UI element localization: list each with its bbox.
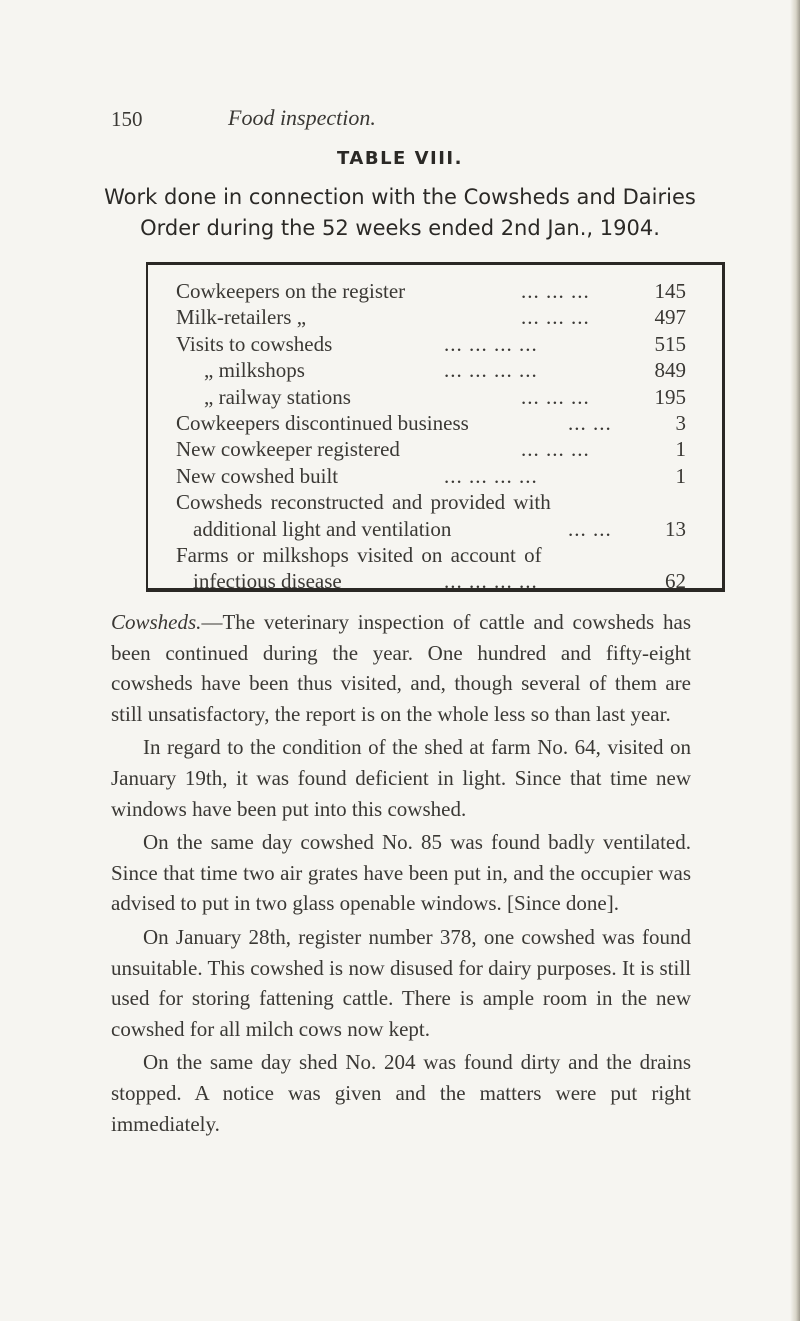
row-label: Cowkeepers on the register xyxy=(176,279,406,303)
row-value: 13 xyxy=(665,516,686,541)
row-value: 62 xyxy=(665,569,686,594)
paragraph: On January 28th, register number 378, one cowshed was found unsuitable. This cowshed is now disused for dairy purposes. It is still used for storing fattening cattle. There is ample room in the new cowshed for all milch cows now kept. xyxy=(111,924,691,1041)
running-head: Food inspection. xyxy=(228,105,376,130)
body-text xyxy=(111,607,691,1142)
table-row xyxy=(176,437,686,462)
row-value: 3 xyxy=(675,411,686,435)
row-value: 849 xyxy=(654,358,686,383)
section-heading: Cowsheds. xyxy=(111,610,202,634)
row-leader-dots: ... ... ... ... xyxy=(444,569,538,594)
table-caption xyxy=(0,182,800,244)
row-label: additional light and ventilation xyxy=(193,516,452,541)
paragraph: In regard to the condition of the shed at farm No. 64, visited on January 19th, it was found deficient in light. Since that time new windows have been put into this cowshed. xyxy=(111,735,691,821)
row-value: 1 xyxy=(675,463,686,488)
row-leader-dots: ... ... ... xyxy=(521,305,590,330)
table-row xyxy=(176,490,686,515)
table-caption-line-2: Order during the 52 weeks ended 2nd Jan., 1904. xyxy=(140,216,660,240)
row-leader-dots: ... ... xyxy=(568,516,612,541)
paragraph-cowsheds xyxy=(111,607,691,729)
row-leader-dots: ... ... ... ... xyxy=(444,463,538,488)
table-row xyxy=(176,279,686,304)
table-label: TABLE VIII. xyxy=(337,148,463,169)
table-caption-line-1: Work done in connection with the Cowsheds and Dairies xyxy=(104,185,696,209)
row-label: „ milkshops xyxy=(204,358,305,383)
table-row xyxy=(176,385,686,410)
row-value: 195 xyxy=(654,384,686,409)
summary-table xyxy=(146,262,725,592)
row-leader-dots: ... ... ... xyxy=(521,437,590,462)
paragraph: On the same day cowshed No. 85 was found badly ventilated. Since that time two air grates have been put in, and the occupier was advised to put in two glass openable windows. [Since done]. xyxy=(111,830,691,916)
paragraph: On the same day shed No. 204 was found dirty and the drains stopped. A notice was given and the matters were put right immediately. xyxy=(111,1050,691,1136)
table-row xyxy=(176,543,686,568)
row-label: Visits to cowsheds xyxy=(176,331,333,356)
row-label: infectious disease xyxy=(193,569,342,594)
row-label: Cowsheds reconstructed and provided with xyxy=(176,490,551,515)
table-row xyxy=(176,464,686,489)
row-label: Milk-retailers „ xyxy=(176,305,307,330)
row-value: 145 xyxy=(654,279,686,303)
row-value: 1 xyxy=(675,437,686,462)
row-value: 515 xyxy=(654,331,686,356)
row-leader-dots: ... ... xyxy=(568,411,612,435)
row-label: New cowkeeper registered xyxy=(176,437,400,462)
row-label: Cowkeepers discontinued business xyxy=(176,411,469,435)
table-row xyxy=(176,411,686,436)
row-value: 497 xyxy=(654,305,686,330)
row-leader-dots: ... ... ... ... xyxy=(444,331,538,356)
table-row xyxy=(176,305,686,330)
page-number: 150 xyxy=(111,107,143,131)
paragraph-body: —The veterinary inspection of cattle and cowsheds has been continued during the year. One hundred and fifty-eight cowsheds have been thus visited, and, though several of them are still unsatisfactory, the report is on the whole less so than last year. xyxy=(111,610,691,726)
row-leader-dots: ... ... ... xyxy=(521,279,590,303)
row-label: New cowshed built xyxy=(176,463,339,488)
table-row xyxy=(176,332,686,357)
table-row xyxy=(176,358,686,383)
row-leader-dots: ... ... ... xyxy=(521,384,590,409)
row-label: Farms or milkshops visited on account of xyxy=(176,543,542,567)
row-leader-dots: ... ... ... ... xyxy=(444,358,538,383)
row-label: „ railway stations xyxy=(204,384,351,409)
